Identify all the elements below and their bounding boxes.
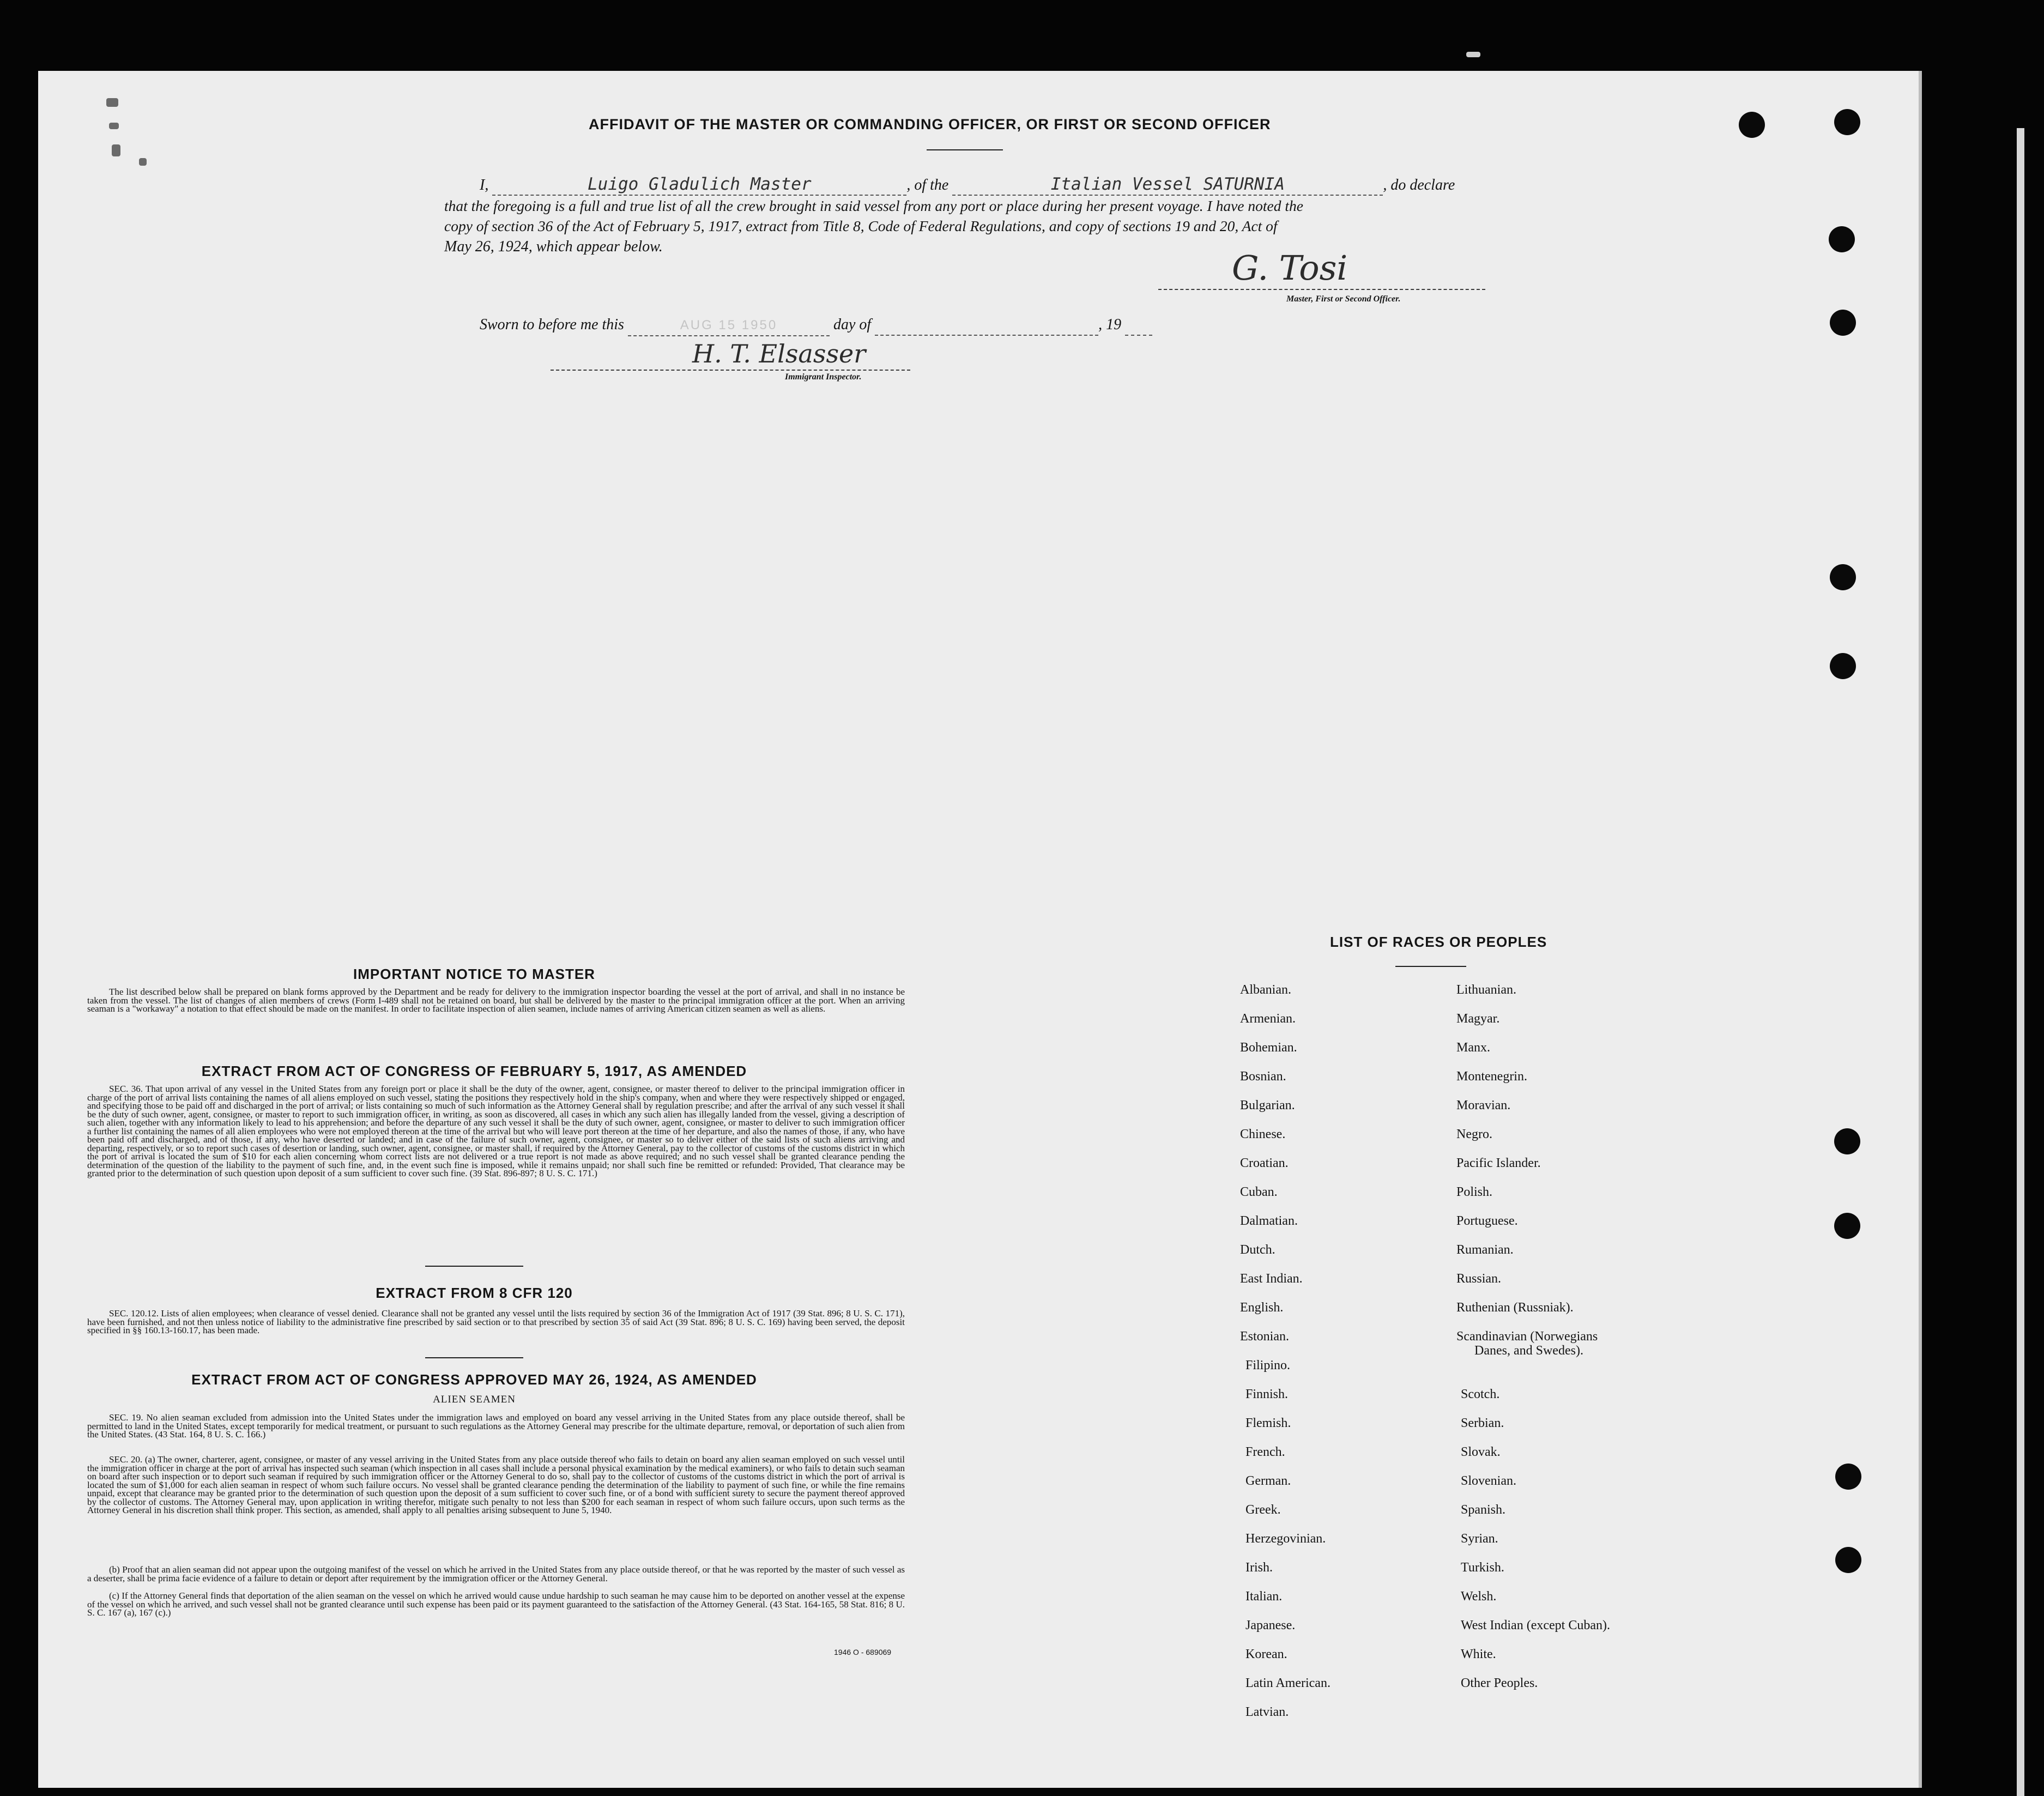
- race-item: Flemish.: [1245, 1416, 1291, 1430]
- declaration-line-3: copy of section 36 of the Act of February 5, 1917, extract from Title 8, Code of Federal Regulations, and copy of sections 19 and 20, Act of: [444, 217, 1278, 234]
- scan-speck: [106, 98, 118, 107]
- race-item: Japanese.: [1245, 1618, 1296, 1632]
- extract-1917-body: SEC. 36. That upon arrival of any vessel in the United States from any foreign port or place it shall be the duty of the owner, agent, consignee, or master thereof to deliver to the principal immigration officer in charge of the port of arrival lists containing the names of all aliens employed on such vessel, stating the positions they respectively hold in the ship's company, when and where they were respectively shipped or engaged, and specifying those to be paid off and discharged in the port of arrival; or lists containing so much of such information as the Attorney General shall by regulation prescribe; and after the arrival of any such vessel it shall be the duty of such owner, agent, consignee, or master to report to such immigration officer, in writing, as soon as discovered, all cases in which any such alien has illegally landed from the vessel, giving a description of such alien, together with any information likely to lead to his apprehension; and before the departure of any such vessel it shall be the duty of such owner, agent, consignee, or master to deliver to such immigration officer a further list containing the names of all alien employees who were not employed thereon at the time of the arrival but who will leave port thereon at the time of her departure, and also the names of those, if any, who have been paid off and discharged, and of those, if any, who have deserted or landed; and in case of the failure of such owner, agent, consignee, or master so to deliver either of the said lists of such aliens arriving and departing, respectively, or so to report such cases of desertion or landing, such owner, agent, consignee, or master shall, if required by the Attorney General, pay to the collector of customs of the customs district in which the port of arrival is located the sum of $10 for each alien concerning whom correct lists are not delivered or a true report is not made as above required; and no such vessel shall be granted clearance pending the determination of the question of the liability to the payment of such fine, and, in the event such fine is imposed, while it remains unpaid; nor shall such fine be remitted or refunded: Provided, That clearance may be granted prior to the determination of such question upon deposit of a sum sufficient to cover such fine. (39 Stat. 896-897; 8 U. S. C. 171.): [87, 1084, 905, 1178]
- race-item: Estonian.: [1240, 1329, 1289, 1344]
- race-item: White.: [1461, 1647, 1496, 1661]
- race-item: Cuban.: [1240, 1185, 1278, 1199]
- punch-hole: [1834, 1213, 1860, 1239]
- sworn-date-stamp: AUG 15 1950: [628, 315, 830, 336]
- race-item: Danes, and Swedes).: [1474, 1344, 1583, 1358]
- race-item: Pacific Islander.: [1456, 1156, 1541, 1170]
- race-item: Albanian.: [1240, 983, 1291, 997]
- race-item: German.: [1245, 1474, 1291, 1488]
- race-item: Serbian.: [1461, 1416, 1504, 1430]
- inspector-caption: Immigrant Inspector.: [785, 372, 862, 382]
- race-item: Dalmatian.: [1240, 1214, 1298, 1228]
- race-item: Latvian.: [1245, 1705, 1289, 1719]
- race-item: Moravian.: [1456, 1098, 1511, 1112]
- punch-hole: [1739, 112, 1765, 138]
- inspector-signature-line: [551, 370, 910, 371]
- title-rule: [927, 149, 1003, 150]
- race-item: Negro.: [1456, 1127, 1492, 1141]
- punch-hole: [1835, 1547, 1861, 1573]
- officer-signature: G. Tosi: [1232, 248, 1348, 288]
- race-item: Turkish.: [1461, 1561, 1504, 1575]
- race-item: Portuguese.: [1456, 1214, 1518, 1228]
- race-item: East Indian.: [1240, 1272, 1303, 1286]
- punch-hole: [1835, 1464, 1861, 1490]
- race-item: Italian.: [1245, 1589, 1283, 1604]
- sworn-day-of: day of: [833, 316, 872, 333]
- scan-speck: [109, 123, 119, 129]
- extract-1924-sec20a: SEC. 20. (a) The owner, charterer, agent, consignee, or master of any vessel arriving in the United States from any place outside thereof who fails to detain on board any alien seaman employed on such vessel until the immigration officer in charge at the port of arrival has inspected such seaman (which inspection in all cases shall include a personal physical examination by the medical examiners), or who fails to detain such seaman on board after such inspection or to deport such seaman if required by such immigration officer or the Attorney General to do so, shall pay to the collector of customs of the customs district in which the port of arrival is located the sum of $1,000 for each alien seaman in respect of whom such failure occurs. No vessel shall be granted clearance pending the determination of the liability to payment of such fine, or while the fine remains unpaid, except that clearance may be granted prior to the determination of such question upon the deposit of a sum sufficient to cover such fine, or of a bond with sufficient surety to secure the payment thereof approved by the collector of customs. The Attorney General may, upon application in writing therefor, mitigate such penalty to not less than $200 for each seaman in respect of whom such failure occurs, upon such terms as the Attorney General in his discretion shall think proper. This section, as amended, shall apply to all penalties arising subsequent to June 5, 1940.: [87, 1454, 905, 1515]
- extract-1924-sec20c: (c) If the Attorney General finds that deportation of the alien seaman on the vessel on which he arrived would cause undue hardship to such seaman he may cause him to be deported on another vessel at the expense of the vessel on which he arrived, and such vessel shall not be granted clearance until such expense has been paid or its payment guaranteed to the satisfaction of the Attorney General. (43 Stat. 164-165, 58 Stat. 816; 8 U. S. C. 167 (a), 167 (c).): [87, 1591, 905, 1618]
- sworn-line: [480, 315, 1152, 336]
- inspector-signature: H. T. Elsasser: [692, 339, 866, 368]
- extract-cfr-title: EXTRACT FROM 8 CFR 120: [376, 1285, 573, 1301]
- race-item: Welsh.: [1461, 1589, 1497, 1604]
- print-code: 1946 O - 689069: [834, 1648, 892, 1656]
- scan-speck: [139, 158, 147, 166]
- declaration-middle: , of the: [906, 177, 949, 193]
- race-item: Manx.: [1456, 1041, 1490, 1055]
- declaration-suffix: , do declare: [1383, 177, 1455, 193]
- race-item: Slovak.: [1461, 1445, 1501, 1459]
- extract-1924-sec20b: (b) Proof that an alien seaman did not appear upon the outgoing manifest of the vessel on which he arrived in the United States from any place outside thereof, or that he was reported by the master of such vessel as a deserter, shall be prima facie evidence of a failure to detain or deport after requirement by the immigration officer or the Attorney General.: [87, 1564, 905, 1583]
- race-item: Latin American.: [1245, 1676, 1331, 1690]
- sworn-month-blank: [875, 315, 1098, 336]
- race-item: Other Peoples.: [1461, 1676, 1538, 1690]
- divider-rule: [425, 1266, 523, 1267]
- race-item: English.: [1240, 1301, 1284, 1315]
- scan-speck: [1466, 52, 1480, 57]
- race-item: Ruthenian (Russniak).: [1456, 1301, 1574, 1315]
- race-item: Montenegrin.: [1456, 1069, 1527, 1084]
- race-item: Korean.: [1245, 1647, 1287, 1661]
- race-item: Scandinavian (Norwegians: [1456, 1329, 1598, 1344]
- race-item: Slovenian.: [1461, 1474, 1516, 1488]
- page-edge-strip: [2017, 128, 2024, 1796]
- race-item: Bulgarian.: [1240, 1098, 1295, 1112]
- race-item: Polish.: [1456, 1185, 1493, 1199]
- divider-rule: [425, 1357, 523, 1358]
- declaration-prefix: I,: [480, 177, 489, 193]
- race-item: Rumanian.: [1456, 1243, 1514, 1257]
- races-title: LIST OF RACES OR PEOPLES: [1330, 934, 1547, 950]
- race-item: Bosnian.: [1240, 1069, 1286, 1084]
- race-item: Lithuanian.: [1456, 983, 1516, 997]
- declaration-line-1: [480, 174, 1488, 196]
- punch-hole: [1830, 564, 1856, 590]
- race-item: Magyar.: [1456, 1012, 1500, 1026]
- punch-hole: [1829, 226, 1855, 252]
- race-item: Croatian.: [1240, 1156, 1289, 1170]
- declaration-line-2: that the foregoing is a full and true list of all the crew brought in said vessel from any port or place during her present voyage. I have noted the: [444, 197, 1303, 214]
- scan-speck: [112, 144, 120, 156]
- declaration-line-4: May 26, 1924, which appear below.: [444, 238, 663, 255]
- punch-hole: [1830, 310, 1856, 336]
- race-item: Bohemian.: [1240, 1041, 1297, 1055]
- race-item: Herzegovinian.: [1245, 1532, 1326, 1546]
- punch-hole: [1830, 653, 1856, 679]
- extract-cfr-body: SEC. 120.12. Lists of alien employees; when clearance of vessel denied. Clearance shall not be granted any vessel until the lists required by section 36 of the Immigration Act of 1917 (39 Stat. 896; 8 U. S. C. 171), have been furnished, and not then unless notice of liability to the administrative fine prescribed by said section or to that prescribed by section 35 of said Act (39 Stat. 896; 8 U. S. C. 169) having been served, the deposit specified in §§ 160.13-160.17, has been made.: [87, 1308, 905, 1335]
- sworn-prefix: Sworn to before me this: [480, 316, 624, 333]
- extract-1924-subtitle: ALIEN SEAMEN: [433, 1394, 516, 1405]
- race-item: Russian.: [1456, 1272, 1502, 1286]
- race-item: Chinese.: [1240, 1127, 1286, 1141]
- race-item: West Indian (except Cuban).: [1461, 1618, 1610, 1632]
- race-item: Filipino.: [1245, 1358, 1291, 1372]
- race-item: French.: [1245, 1445, 1285, 1459]
- punch-hole: [1834, 109, 1860, 135]
- race-item: Armenian.: [1240, 1012, 1296, 1026]
- affidavit-title: AFFIDAVIT OF THE MASTER OR COMMANDING OFFICER, OR FIRST OR SECOND OFFICER: [589, 116, 1271, 132]
- extract-1924-sec19: SEC. 19. No alien seaman excluded from admission into the United States under the immigration laws and employed on board any vessel arriving in the United States from any place outside thereof, shall be permitted to land in the United States, except temporarily for medical treatment, or pursuant to such regulations as the Attorney General may prescribe for the ultimate departure, removal, or deportation of such alien from the United States. (43 Stat. 164, 8 U. S. C. 166.): [87, 1412, 905, 1440]
- master-name-field: Luigo Gladulich Master: [492, 174, 906, 196]
- vessel-name-field: Italian Vessel SATURNIA: [952, 174, 1383, 196]
- race-item: Greek.: [1245, 1503, 1281, 1517]
- notice-body: The list described below shall be prepared on blank forms approved by the Department and be ready for delivery to the immigration inspector boarding the vessel at the port of arrival, and shall in no instance be taken from the vessel. The list of changes of alien members of crews (Form I-489 shall not be retained on board, but shall be delivered by the master to the principal immigration officer at the port. When an arriving seaman is a "workaway" a notation to that effect should be made on the manifest. In order to facilitate inspection of alien seamen, include names of arriving American citizen seamen as well as aliens.: [87, 987, 905, 1014]
- race-item: Syrian.: [1461, 1532, 1498, 1546]
- notice-title: IMPORTANT NOTICE TO MASTER: [353, 966, 595, 982]
- officer-signature-line: [1158, 289, 1485, 290]
- sworn-year-blank: [1125, 315, 1152, 336]
- extract-1917-title: EXTRACT FROM ACT OF CONGRESS OF FEBRUARY 5, 1917, AS AMENDED: [201, 1063, 747, 1079]
- race-item: Irish.: [1245, 1561, 1273, 1575]
- race-item: Finnish.: [1245, 1387, 1289, 1401]
- races-title-rule: [1395, 966, 1466, 967]
- race-item: Scotch.: [1461, 1387, 1500, 1401]
- punch-hole: [1834, 1128, 1860, 1154]
- sworn-year-prefix: , 19: [1098, 316, 1122, 333]
- extract-1924-title: EXTRACT FROM ACT OF CONGRESS APPROVED MAY 26, 1924, AS AMENDED: [191, 1371, 757, 1388]
- race-item: Spanish.: [1461, 1503, 1506, 1517]
- race-item: Dutch.: [1240, 1243, 1275, 1257]
- officer-caption: Master, First or Second Officer.: [1286, 294, 1401, 304]
